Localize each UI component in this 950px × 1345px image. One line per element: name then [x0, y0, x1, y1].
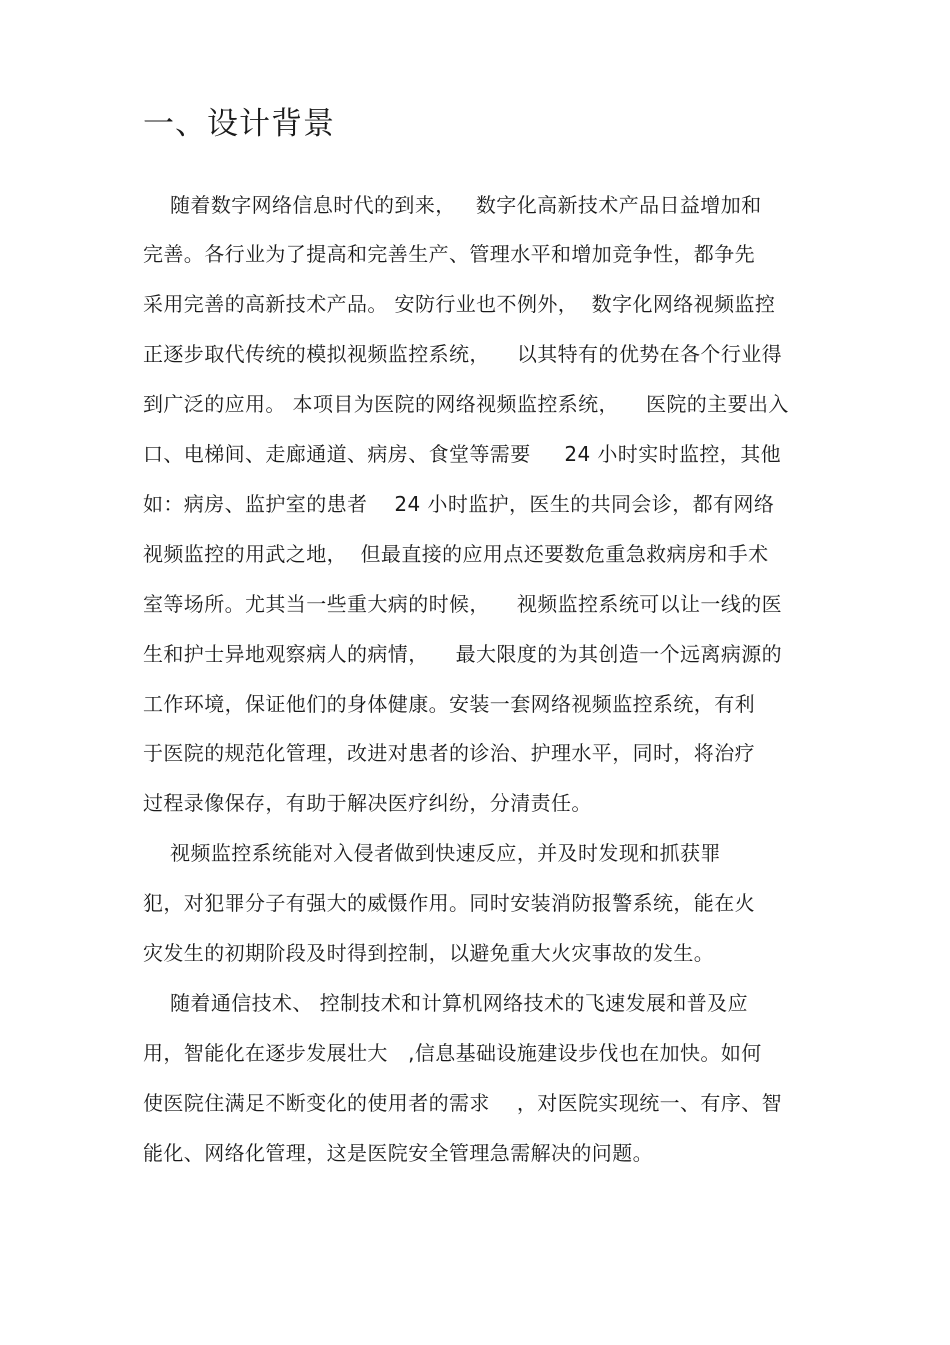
- body-line: 采用完善的高新技术产品。 安防行业也不例外， 数字化网络视频监控: [143, 292, 776, 316]
- body-line: 过程录像保存，有助于解决医疗纠纷，分清责任。: [143, 791, 592, 815]
- section-heading: 一、设计背景: [143, 106, 335, 142]
- body-line: 灾发生的初期阶段及时得到控制，以避免重大火灾事故的发生。: [143, 941, 715, 965]
- body-line: 到广泛的应用。 本项目为医院的网络视频监控系统， 医院的主要出入: [143, 392, 789, 416]
- body-line: 使医院住满足不断变化的使用者的需求 ，对医院实现统一、有序、智: [143, 1091, 783, 1115]
- body-line: 随着数字网络信息时代的到来， 数字化高新技术产品日益增加和: [143, 193, 762, 217]
- body-line: 工作环境，保证他们的身体健康。安装一套网络视频监控系统，有利: [143, 692, 755, 716]
- body-line: 生和护士异地观察病人的病情， 最大限度的为其创造一个远离病源的: [143, 642, 783, 666]
- body-line: 用，智能化在逐步发展壮大 ,信息基础设施建设步伐也在加快。如何: [143, 1041, 762, 1065]
- body-line: 犯，对犯罪分子有强大的威慑作用。同时安装消防报警系统，能在火: [143, 891, 755, 915]
- body-line: 正逐步取代传统的模拟视频监控系统， 以其特有的优势在各个行业得: [143, 342, 783, 366]
- body-line: 室等场所。尤其当一些重大病的时候， 视频监控系统可以让一线的医: [143, 592, 783, 616]
- body-line: 于医院的规范化管理，改进对患者的诊治、护理水平，同时，将治疗: [143, 741, 755, 765]
- body-line: 如：病房、监护室的患者 24 小时监护，医生的共同会诊，都有网络: [143, 492, 775, 516]
- body-line: 完善。各行业为了提高和完善生产、管理水平和增加竞争性，都争先: [143, 242, 755, 266]
- body-line: 随着通信技术、 控制技术和计算机网络技术的飞速发展和普及应: [143, 991, 748, 1015]
- body-line: 视频监控系统能对入侵者做到快速反应，并及时发现和抓获罪: [143, 841, 721, 865]
- body-line: 能化、网络化管理，这是医院安全管理急需解决的问题。: [143, 1141, 653, 1165]
- body-line: 口、电梯间、走廊通道、病房、食堂等需要 24 小时实时监控，其他: [143, 442, 781, 466]
- body-line: 视频监控的用武之地， 但最直接的应用点还要数危重急救病房和手术: [143, 542, 769, 566]
